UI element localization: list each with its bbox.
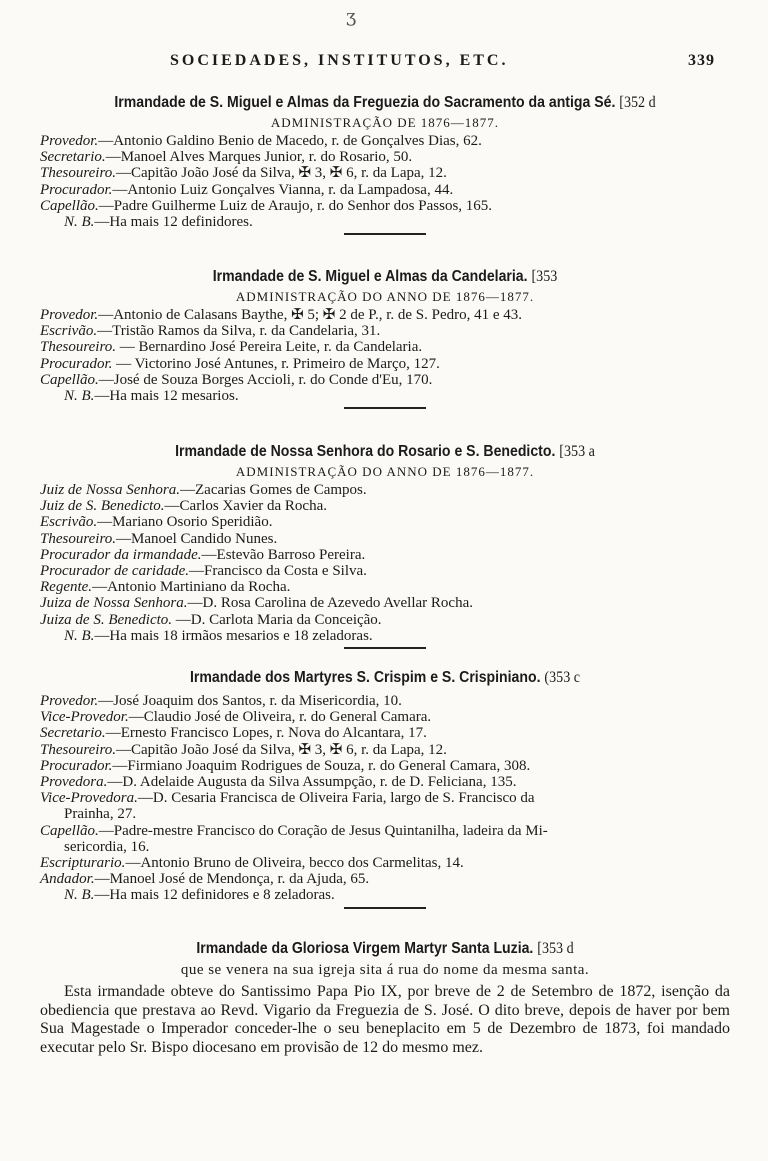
section-sao-miguel-sacramento [40,94,730,235]
section-title: Irmandade de Nossa Senhora do Rosario e S. Benedicto. [353 a [175,443,595,460]
entry-line: Procurador.—Antonio Luiz Gonçalves Vianna, r. da Lampadosa, 44. [40,181,454,198]
administration-heading: ADMINISTRAÇÃO DO ANNO DE 1876—1877. [235,289,535,304]
entry-line: Regente.—Antonio Martiniano da Rocha. [40,579,291,596]
entry-line: Provedor.—Antonio de Calasans Baythe, ✠ 5; ✠ 2 de P., r. de S. Pedro, 41 e 43. [40,307,523,323]
entry-line: Secretario.—Manoel Alves Marques Junior, r. do Rosario, 50. [40,149,413,166]
section-divider [344,407,426,409]
administration-heading: ADMINISTRAÇÃO DE 1876—1877. [270,115,500,130]
entry-line: Provedor.—Antonio Galdino Benio de Macedo, r. de Gonçalves Dias, 62. [40,133,482,149]
administration-heading: ADMINISTRAÇÃO DO ANNO DE 1876—1877. [235,464,535,479]
entry-line: N. B.—Ha mais 12 definidores e 8 zeladoras. [64,887,335,904]
entry-line: N. B.—Ha mais 18 irmãos mesarios e 18 zeladoras. [64,627,373,644]
body-paragraph: Esta irmandade obteve do Santissimo Papa Pio IX, por breve de 2 de Setembro de 1872, isenção da obediencia que prestava ao Revd. Vigario da Freguezia de S. José. O dito breve, depois de haver por bem Sua Magestade o Imperador conceder-lhe o seu beneplacito em 5 de Dezembro de 1873, foi mandado executar pelo Sr. Bispo diocesano em provisão de 12 do mesmo mez. [40,983,730,1056]
running-header [170,52,715,70]
entry-line: Escripturario.—Antonio Bruno de Oliveira, becco dos Carmelitas, 14. [40,855,464,872]
entry-line: Escrivão.—Tristão Ramos da Silva, r. da Candelaria, 31. [40,323,381,340]
entry-line: N. B.—Ha mais 12 definidores. [64,214,253,231]
entry-line: Provedor.—José Joaquim dos Santos, r. da Misericordia, 10. [40,693,402,709]
entry-line: Juiz de Nossa Senhora.—Zacarias Gomes de Campos. [40,482,367,498]
entry-line: Procurador de caridade.—Francisco da Costa e Silva. [40,563,367,580]
entry-line: Thesoureiro.—Capitão João José da Silva, ✠ 3, ✠ 6, r. da Lapa, 12. [40,741,447,758]
section-ref: [353 d [537,940,574,957]
section-martyres-crispim [40,669,730,909]
entry-line: Procurador da irmandade.—Estevão Barroso Pereira. [40,546,366,563]
entry-line: Juiza de Nossa Senhora.—D. Rosa Carolina de Azevedo Avellar Rocha. [40,595,473,612]
section-title: Irmandade dos Martyres S. Crispim e S. Crispiniano. (353 c [189,669,581,686]
entry-line: Secretario.—Ernesto Francisco Lopes, r. Nova do Alcantara, 17. [40,725,427,742]
section-ref: (353 c [544,669,581,686]
entry-line: Prainha, 27. [64,806,137,823]
entry-line: Vice-Provedora.—D. Cesaria Francisca de Oliveira Faria, largo de S. Francisco da [40,790,535,807]
entry-line: Provedora.—D. Adelaide Augusta da Silva Assumpção, r. de D. Feliciana, 135. [40,774,517,791]
entry-line: Andador.—Manoel José de Mendonça, r. da Ajuda, 65. [40,871,370,888]
entry-line: sericordia, 16. [64,838,150,855]
entry-line: Juiza de S. Benedicto. —D. Carlota Maria da Conceição. [40,611,382,628]
section-ref: [353 [531,268,558,285]
section-divider [344,907,426,909]
top-mark: ʒ [346,6,357,27]
entry-line: Capellão.—Padre-mestre Francisco do Coração de Jesus Quintanilha, ladeira da Mi- [40,822,548,839]
entry-line: Capellão.—Padre Guilherme Luiz de Araujo, r. do Senhor dos Passos, 165. [40,197,493,214]
entry-line: Vice-Provedor.—Claudio José de Oliveira, r. do General Camara. [40,709,432,726]
section-title: Irmandade de S. Miguel e Almas da Freguezia do Sacramento da antiga Sé. [352 d [114,94,656,111]
entry-line: Capellão.—José de Souza Borges Accioli, r. do Conde d'Eu, 170. [40,371,433,388]
entry-line: Escrivão.—Mariano Osorio Speridião. [40,514,273,531]
entry-line: Thesoureiro.—Capitão João José da Silva, ✠ 3, ✠ 6, r. da Lapa, 12. [40,165,447,182]
entry-line: Procurador.—Firmiano Joaquim Rodrigues de Souza, r. do General Camara, 308. [40,757,531,774]
section-rosario-benedicto [40,443,730,649]
section-title: Irmandade da Gloriosa Virgem Martyr Santa Luzia. [353 d [196,940,574,957]
section-ref: [353 a [559,443,595,460]
entry-line: N. B.—Ha mais 12 mesarios. [64,388,239,405]
section-subtitle: que se venera na sua igreja sita á rua do nome da mesma santa. [180,962,590,978]
section-title: Irmandade de S. Miguel e Almas da Candelaria. [353 [212,268,558,285]
header-title: SOCIEDADES, INSTITUTOS, ETC. [170,52,509,69]
section-divider [344,647,426,649]
entry-line: Juiz de S. Benedicto.—Carlos Xavier da Rocha. [40,498,327,515]
section-divider [344,233,426,235]
section-santa-luzia [40,940,730,1057]
entry-line: Procurador. — Victorino José Antunes, r. Primeiro de Março, 127. [40,355,440,372]
page-number: 339 [688,52,715,69]
section-ref: [352 d [619,94,656,111]
entry-line: Thesoureiro. — Bernardino José Pereira Leite, r. da Candelaria. [40,339,423,356]
section-sao-miguel-candelaria [40,268,730,409]
entry-line: Thesoureiro.—Manoel Candido Nunes. [40,530,278,547]
